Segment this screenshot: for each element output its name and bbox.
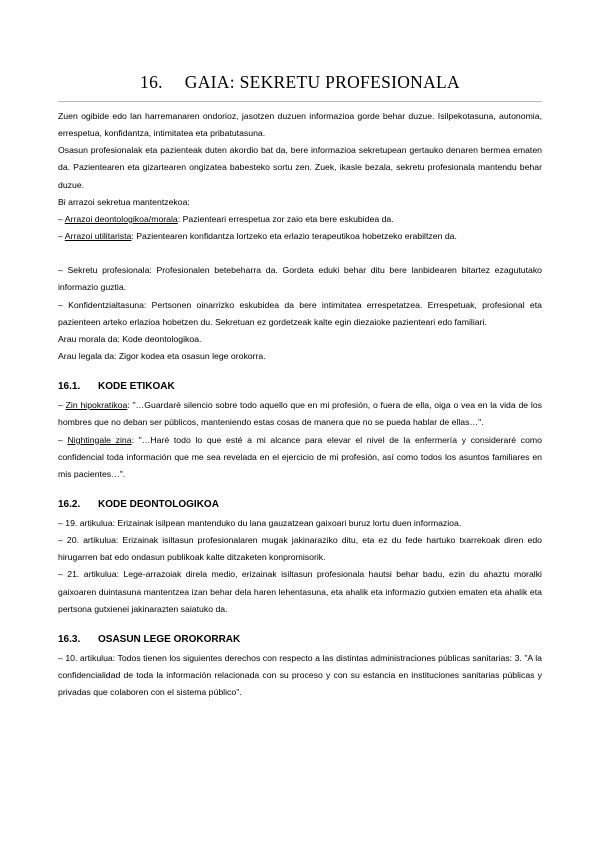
item-term: Nightingale zina	[67, 434, 132, 445]
page-title	[58, 72, 542, 93]
reasons-block	[58, 194, 542, 245]
intro-paragraph: Zuen ogibide edo lan harremanaren ondorioz, jasotzen duzuen informazioa gorde behar duzue. Isilpekotasuna, autonomia, errespetua, konfidantza, intimitatea eta pribatutasuna.	[58, 111, 542, 139]
section-heading	[58, 497, 542, 513]
item-term: Zin hipokratikoa	[65, 400, 128, 411]
section-item: – 10. artikulua: Todos tienen los siguientes derechos con respecto a las distintas administraciones públicas sanitarias: 3. "A la confidencialidad de toda la información relacionada con su proceso y con su estancia en instituciones sanitarias públicas y privadas que colaboren con el sistema público".	[58, 652, 542, 698]
definition-item: Arau morala da: Kode deontologikoa.	[58, 333, 202, 344]
section-number: 16.1.	[58, 381, 81, 393]
intro-paragraph: Osasun profesionalak eta pazienteak duten akordio bat da, bere informazioa sekretupean gertauko denaren bermea ematen da. Pazientearen eta gizartearen ongizatea babesteko sortu zen. Zuek, ikasle bezala, sekretu profesionala mantendu behar duzue.	[58, 145, 542, 190]
section-item: – 20. artikulua: Erizainak isiltasun profesionalaren mugak jakinaraziko ditu, eta ez du fede hartuko txarrekoak diren edo hirugarren bat edo ondasun publikoak kalte ditzaketen konpromisorik.	[58, 535, 542, 563]
chapter-number: 16.	[140, 72, 163, 92]
section-item: – Zin hipokratikoa: "…Guardaré silencio sobre todo aquello que en mi profesión, o fuera de ella, oiga o vea en la vida de los hombres que no deban ser públicos, manteniendo estas cosas de manera que no se pueda hablar de ellas…".	[58, 400, 543, 428]
section-title: OSASUN LEGE OROKORRAK	[98, 633, 241, 645]
section-item: – 21. artikulua: Lege-arrazoiak direla medio, erizainak isiltasun profesionala hautsi behar badu, ezin du ahaztu moralki gaixoaren duintasuna mantentzea izan behar dela haren lehentasuna, eta ahalik eta informazio gutxien ematen eta ahalik eta pertsona gutxienei jakinarazten saiatuko da.	[58, 569, 542, 614]
definition-item: – Konfidentzialtasuna: Pertsonen oinarrizko eskubidea da bere intimitatea errespetatzea. Errespetuak, profesional eta pazienteen arteko erlazioa hobetzen du. Sekretuan ez gordetzeak kalte egin diezaioke pazienteari edo familiari.	[58, 299, 542, 327]
section-heading	[58, 632, 542, 648]
section-item: – 19. artikulua: Erizainak isilpean mantenduko du lana gauzatzean gaixoari buruz lortu duen informazioa.	[58, 517, 462, 528]
reason-item: – Arrazoi utilitarista: Pazientearen konfidantza lortzeko eta erlazio terapeutikoa hobetzeko erabiltzen da.	[58, 231, 457, 242]
definition-item: Arau legala da: Zigor kodea eta osasun lege orokorra.	[58, 351, 266, 362]
section-title: KODE ETIKOAK	[98, 381, 175, 393]
section-item: – Nightingale zina: "…Haré todo lo que esté a mi alcance para elevar el nivel de la enfermería y consideraré como confidencial toda información que me sea revelada en el ejercicio de mi profesión, así como todos los asuntos familiares en mis pacientes…".	[58, 434, 542, 479]
spacer	[58, 245, 542, 262]
section-heading	[58, 379, 542, 395]
reason-term: Arrazoi deontologikoa/morala	[64, 213, 178, 224]
title-divider	[58, 101, 542, 102]
reason-item: – Arrazoi deontologikoa/morala: Pazienteari errespetua zor zaio eta bere eskubidea da.	[58, 213, 394, 224]
reason-term: Arrazoi utilitarista	[64, 231, 132, 242]
definition-item: – Sekretu profesionala: Profesionalen betebeharra da. Gordeta eduki behar ditu bere lanbidearen bitartez ezagututako informazio guztia.	[58, 265, 542, 293]
reasons-heading: Bi arrazoi sekretua mantentzekoa:	[58, 196, 190, 207]
document-body	[58, 108, 542, 701]
chapter-title: GAIA: SEKRETU PROFESIONALA	[184, 72, 460, 92]
section-title: KODE DEONTOLOGIKOA	[98, 498, 219, 510]
section-number: 16.2.	[58, 498, 81, 510]
section-number: 16.3.	[58, 633, 81, 645]
